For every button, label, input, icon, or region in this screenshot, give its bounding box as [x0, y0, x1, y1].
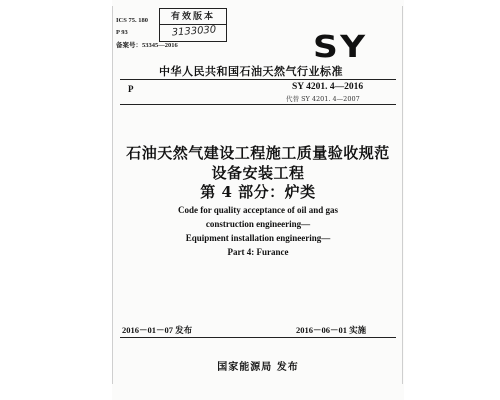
footer-rule — [120, 337, 396, 338]
industry-standard-heading: 中华人民共和国石油天然气行业标准 — [159, 65, 343, 78]
title-en-line4: Part 4: Furance — [227, 247, 289, 257]
title-zh-line2: 设备安装工程 — [211, 164, 305, 182]
ics-code: ICS 75. 180 — [116, 17, 148, 24]
code-rule — [120, 104, 396, 105]
category-letter: P — [128, 84, 134, 94]
publisher: 国家能源局 发布 — [217, 362, 299, 373]
stamp-handwritten-number: 3133030 — [171, 24, 217, 39]
title-en-line1: Code for quality acceptance of oil and gas — [177, 205, 339, 215]
implementation-date: 2016－06－01 实施 — [296, 325, 367, 335]
title-zh-line3: 第 4 部分：炉类 — [200, 183, 316, 201]
p-code: P 93 — [116, 29, 128, 36]
standard-code: SY 4201. 4—2016 — [292, 82, 364, 92]
header-rule — [120, 79, 396, 80]
record-number: 备案号：53345—2016 — [116, 42, 178, 49]
validity-stamp — [159, 8, 227, 42]
title-en-line3: Equipment installation engineering— — [185, 233, 331, 243]
supersedes-note: 代替 SY 4201. 4—2007 — [286, 95, 360, 103]
sy-logo: SY — [313, 30, 368, 65]
title-zh-line1: 石油天然气建设工程施工质量验收规范 — [126, 144, 390, 162]
title-en-line2: construction engineering— — [205, 219, 311, 229]
issue-date: 2016－01－07 发布 — [122, 325, 193, 335]
stamp-title: 有效版本 — [160, 11, 226, 25]
